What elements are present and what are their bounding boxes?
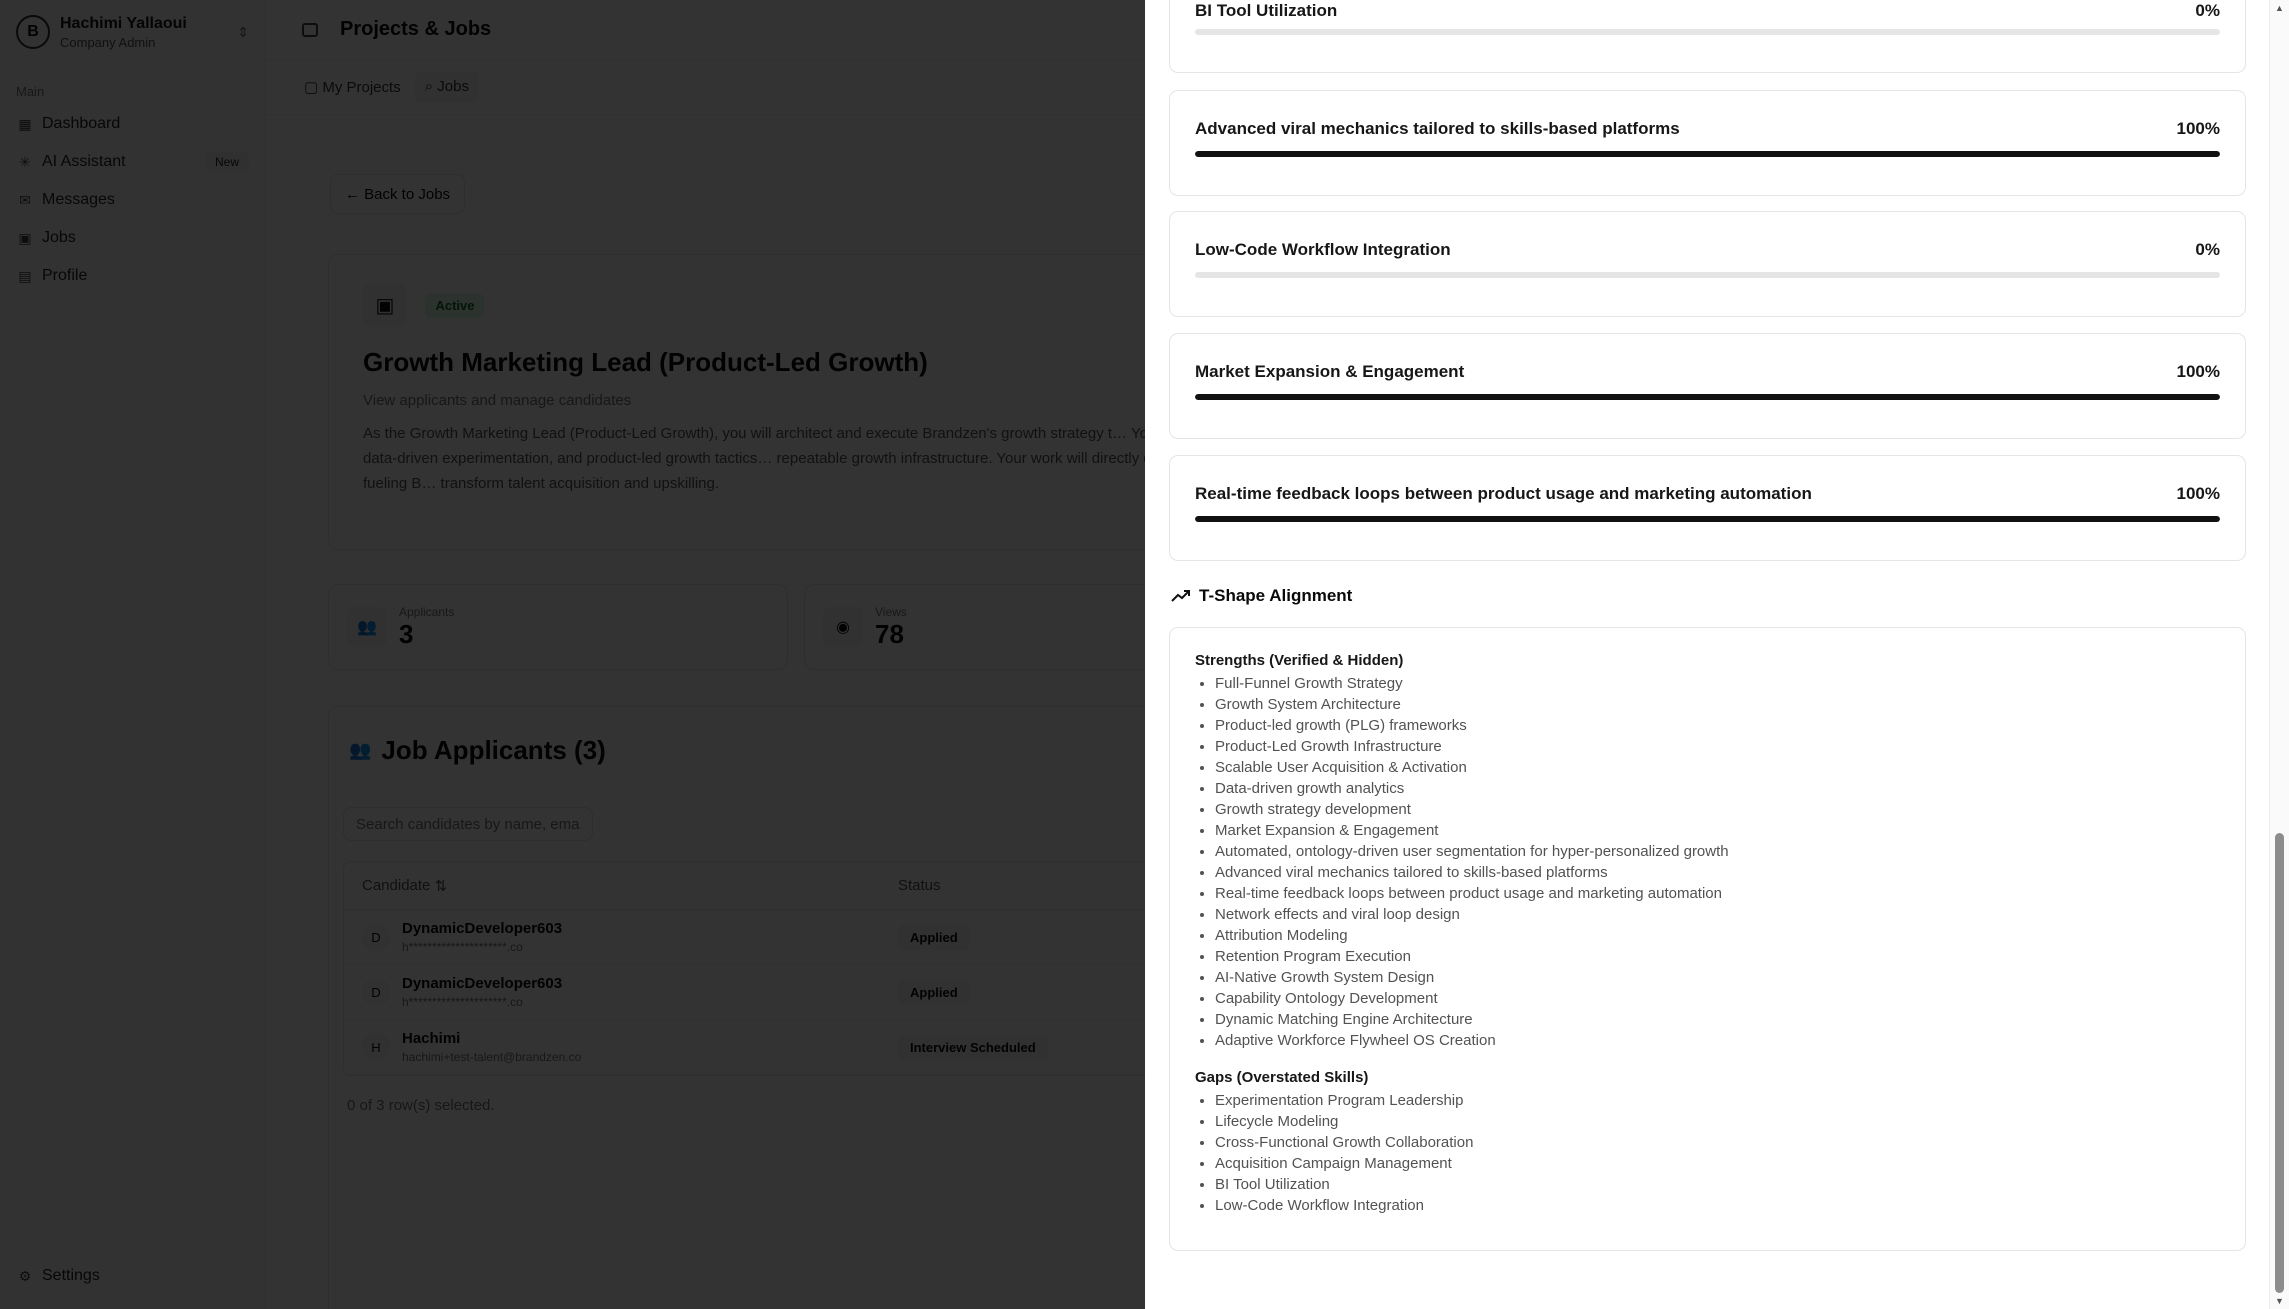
list-item: • Low-Code Workflow Integration (1215, 1195, 2220, 1216)
scrollbar[interactable] (2269, 0, 2289, 1309)
scroll-up-arrow-icon[interactable]: ▲ (2275, 3, 2284, 13)
list-item: • BI Tool Utilization (1215, 1174, 2220, 1195)
skill-card (1169, 333, 2246, 439)
skill-progress-bar (1195, 272, 2220, 278)
skill-percent: 0% (2195, 1, 2220, 20)
tshape-title: T-Shape Alignment (1199, 586, 1353, 605)
skill-card (1169, 0, 2246, 73)
skill-progress-bar (1195, 394, 2220, 400)
skill-percent: 100% (2176, 484, 2220, 503)
skill-card (1169, 90, 2246, 196)
skill-percent: 100% (2176, 362, 2220, 381)
list-item: • Dynamic Matching Engine Architecture (1215, 1009, 2220, 1030)
skill-progress-fill (1195, 151, 2220, 157)
scrollbar-thumb[interactable] (2275, 833, 2284, 1293)
list-item: • Market Expansion & Engagement (1215, 820, 2220, 841)
skill-name: BI Tool Utilization (1195, 1, 1338, 20)
skill-card (1169, 211, 2246, 317)
list-item: • Lifecycle Modeling (1215, 1111, 2220, 1132)
skill-progress-bar (1195, 151, 2220, 157)
tshape-heading (1171, 586, 1352, 606)
list-item: • Advanced viral mechanics tailored to skills-based platforms (1215, 862, 2220, 883)
list-item: • Product-led growth (PLG) frameworks (1215, 715, 2220, 736)
trending-up-icon (1171, 589, 1191, 603)
list-item: • Retention Program Execution (1215, 946, 2220, 967)
strengths-title: Strengths (Verified & Hidden) (1195, 652, 1404, 669)
list-item: • Capability Ontology Development (1215, 988, 2220, 1009)
skill-name: Low-Code Workflow Integration (1195, 240, 1451, 259)
skill-progress-fill (1195, 394, 2220, 400)
list-item: • Full-Funnel Growth Strategy (1215, 673, 2220, 694)
tshape-card (1169, 627, 2246, 1251)
list-item: • Cross-Functional Growth Collaboration (1215, 1132, 2220, 1153)
skill-percent: 100% (2176, 119, 2220, 138)
skill-name: Real-time feedback loops between product usage and marketing automation (1195, 484, 1812, 503)
skill-percent: 0% (2195, 240, 2220, 259)
list-item: • Experimentation Program Leadership (1215, 1090, 2220, 1111)
skill-progress-bar (1195, 29, 2220, 35)
gaps-list (1195, 1090, 2220, 1216)
list-item: • Attribution Modeling (1215, 925, 2220, 946)
list-item: • Product-Led Growth Infrastructure (1215, 736, 2220, 757)
list-item: • Growth strategy development (1215, 799, 2220, 820)
list-item: • Acquisition Campaign Management (1215, 1153, 2220, 1174)
list-item: • Growth System Architecture (1215, 694, 2220, 715)
list-item: • Scalable User Acquisition & Activation (1215, 757, 2220, 778)
skill-card (1169, 455, 2246, 561)
list-item: • Adaptive Workforce Flywheel OS Creation (1215, 1030, 2220, 1051)
skill-progress-bar (1195, 516, 2220, 522)
list-item: • Automated, ontology-driven user segmentation for hyper-personalized growth (1215, 841, 2220, 862)
skill-name: Market Expansion & Engagement (1195, 362, 1465, 381)
strengths-list (1195, 673, 2220, 1051)
list-item: • AI-Native Growth System Design (1215, 967, 2220, 988)
skill-name: Advanced viral mechanics tailored to skills-based platforms (1195, 119, 1680, 138)
candidate-detail-sheet (1145, 0, 2289, 1309)
list-item: • Data-driven growth analytics (1215, 778, 2220, 799)
list-item: • Network effects and viral loop design (1215, 904, 2220, 925)
skill-progress-fill (1195, 516, 2220, 522)
scroll-down-arrow-icon[interactable]: ▼ (2275, 1296, 2284, 1306)
gaps-title: Gaps (Overstated Skills) (1195, 1069, 1369, 1086)
list-item: • Real-time feedback loops between product usage and marketing automation (1215, 883, 2220, 904)
